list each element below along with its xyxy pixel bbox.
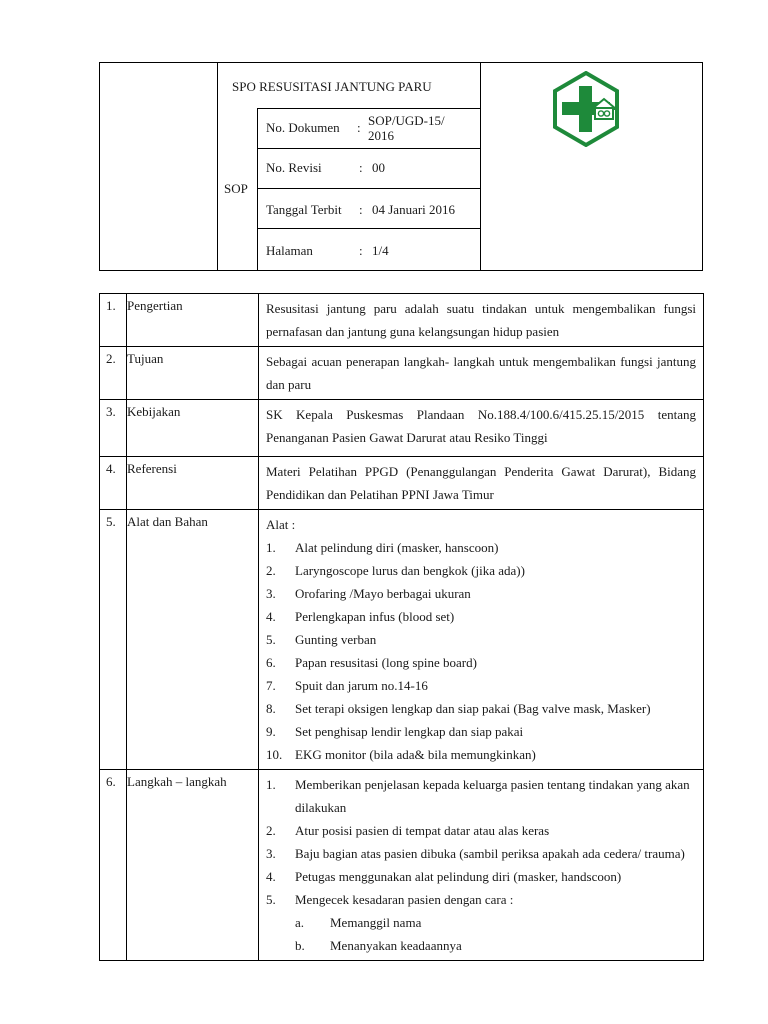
alat-list <box>266 536 696 766</box>
row-number: 3. <box>100 400 127 457</box>
list-item: 3. Baju bagian atas pasien dibuka (sambil periksa apakah ada cedera/ trauma) <box>266 846 685 861</box>
sop-label: SOP <box>224 181 248 196</box>
list-item: 8. Set terapi oksigen lengkap dan siap pakai (Bag valve mask, Masker) <box>266 701 651 716</box>
no-revisi-value: 00 <box>372 160 385 175</box>
tanggal-terbit-value: 04 Januari 2016 <box>372 202 456 217</box>
row-number: 2. <box>100 347 127 400</box>
row-number: 5. <box>100 510 127 770</box>
header-divider <box>257 108 258 270</box>
row-title: Kebijakan <box>127 400 259 457</box>
document-title: SPO RESUSITASI JANTUNG PARU <box>232 79 432 94</box>
row-title: Referensi <box>127 457 259 510</box>
halaman-sep: : <box>359 243 363 258</box>
tanggal-terbit-label: Tanggal Terbit <box>266 202 342 217</box>
alat-intro: Alat : <box>266 517 296 532</box>
list-item: 7. Spuit dan jarum no.14-16 <box>266 678 428 693</box>
header-divider <box>257 108 480 109</box>
row-title: Alat dan Bahan <box>127 510 259 770</box>
tanggal-terbit-sep: : <box>359 202 363 217</box>
sop-content-table <box>99 293 704 961</box>
tujuan-text: Sebagai acuan penerapan langkah- langkah untuk mengembalikan fungsi jantung dan paru <box>266 354 696 392</box>
header-divider <box>257 148 480 149</box>
table-row <box>100 510 704 770</box>
list-item: 5. Gunting verban <box>266 632 377 647</box>
list-item: 4. Perlengkapan infus (blood set) <box>266 609 455 624</box>
pengertian-text: Resusitasi jantung paru adalah suatu tindakan untuk mengembalikan fungsi pernafasan dan jantung guna kelangsungan hidup pasien <box>266 301 696 339</box>
table-row <box>100 347 704 400</box>
list-item: a. Memanggil nama <box>295 915 422 930</box>
halaman-value: 1/4 <box>372 243 389 258</box>
list-item: 3. Orofaring /Mayo berbagai ukuran <box>266 586 471 601</box>
list-item: 4. Petugas menggunakan alat pelindung diri (masker, handscoon) <box>266 869 622 884</box>
list-item: 1. Alat pelindung diri (masker, hanscoon) <box>266 540 499 555</box>
row-title: Tujuan <box>127 347 259 400</box>
row-title: Langkah – langkah <box>127 770 259 961</box>
row-content <box>259 510 704 770</box>
row-number: 1. <box>100 294 127 347</box>
no-revisi-sep: : <box>359 160 363 175</box>
list-item: b. Menanyakan keadaannya <box>295 938 462 953</box>
document-header <box>99 62 703 271</box>
langkah-list <box>266 773 696 911</box>
list-item: 6. Papan resusitasi (long spine board) <box>266 655 477 670</box>
header-divider <box>480 63 481 270</box>
header-divider <box>257 188 480 189</box>
row-content <box>259 347 704 400</box>
list-item: 10. EKG monitor (bila ada& bila memungkinkan) <box>266 747 536 762</box>
table-row <box>100 770 704 961</box>
row-number: 4. <box>100 457 127 510</box>
no-dokumen-sep: : <box>357 120 361 135</box>
puskesmas-logo-icon <box>548 71 624 147</box>
list-item: 2. Atur posisi pasien di tempat datar atau alas keras <box>266 823 550 838</box>
header-divider <box>217 63 218 270</box>
row-title: Pengertian <box>127 294 259 347</box>
row-content <box>259 294 704 347</box>
list-item: 2. Laryngoscope lurus dan bengkok (jika ada)) <box>266 563 525 578</box>
no-dokumen-value-2: 2016 <box>368 128 394 143</box>
row-content <box>259 770 704 961</box>
table-row <box>100 294 704 347</box>
table-row <box>100 457 704 510</box>
table-row <box>100 400 704 457</box>
row-content <box>259 457 704 510</box>
row-content <box>259 400 704 457</box>
no-dokumen-label: No. Dokumen <box>266 120 340 135</box>
list-item: 5. Mengecek kesadaran pasien dengan cara : <box>266 892 514 907</box>
list-item: 9. Set penghisap lendir lengkap dan siap pakai <box>266 724 524 739</box>
list-item: 1. Memberikan penjelasan kepada keluarga pasien tentang tindakan yang akan dilakukan <box>266 777 690 815</box>
row-number: 6. <box>100 770 127 961</box>
kesadaran-sublist <box>266 911 696 957</box>
no-revisi-label: No. Revisi <box>266 160 322 175</box>
header-divider <box>257 228 480 229</box>
kebijakan-text: SK Kepala Puskesmas Plandaan No.188.4/100.6/415.25.15/2015 tentang Penanganan Pasien Gawat Darurat atau Resiko Tinggi <box>266 407 696 445</box>
referensi-text: Materi Pelatihan PPGD (Penanggulangan Penderita Gawat Darurat), Bidang Pendidikan dan Pelatihan PPNI Jawa Timur <box>266 464 696 502</box>
halaman-label: Halaman <box>266 243 313 258</box>
no-dokumen-value: SOP/UGD-15/ <box>368 113 445 128</box>
